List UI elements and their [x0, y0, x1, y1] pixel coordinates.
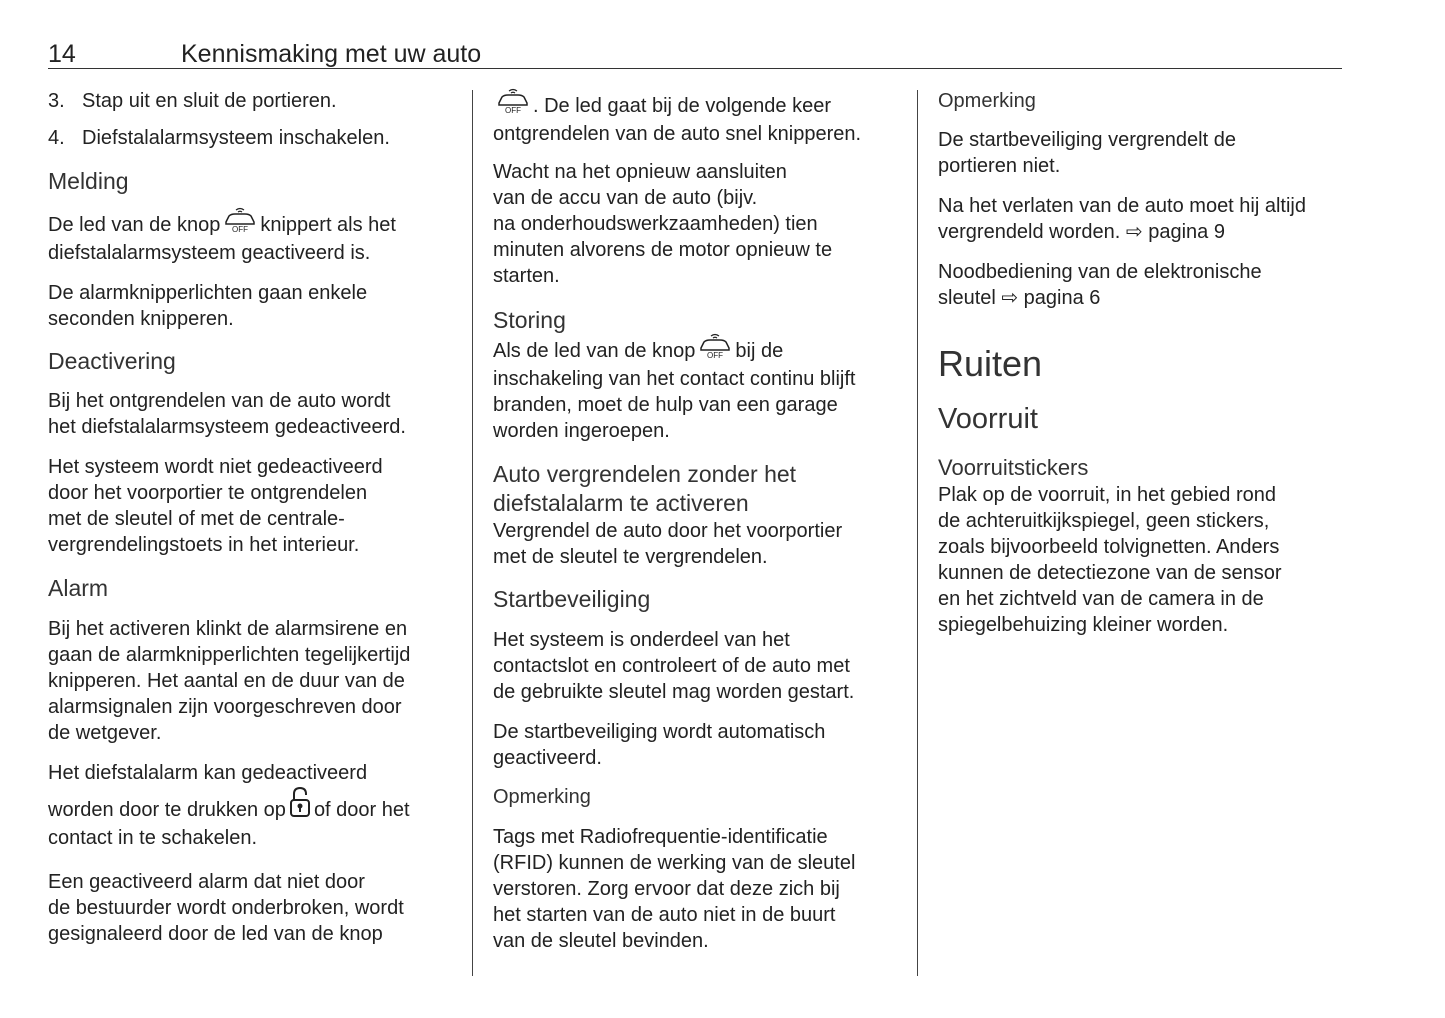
text-line: minuten alvorens de motor opnieuw te — [493, 239, 833, 261]
text-line: gaan de alarmknipperlichten tegelijkertijd — [48, 644, 411, 666]
text-line: ontgrendelen van de auto snel knipperen. — [493, 123, 862, 145]
heading — [493, 460, 913, 518]
text-line: Opmerking — [493, 786, 591, 808]
svg-text:OFF: OFF — [707, 351, 724, 359]
page-number: 14 — [48, 40, 76, 68]
text-line: Startbeveiliging — [493, 586, 651, 612]
text-line: alarmsignalen zijn voorgeschreven door — [48, 696, 402, 718]
text-line: Na het verlaten van de auto moet hij altijd — [938, 195, 1306, 217]
paragraph — [938, 193, 1358, 245]
paragraph — [938, 482, 1358, 638]
paragraph — [493, 159, 913, 289]
svg-text:OFF: OFF — [232, 225, 249, 233]
text-line: Vergrendel de auto door het voorportier — [493, 520, 843, 542]
header-rule — [48, 68, 1342, 69]
text-line — [48, 786, 468, 825]
text-line: De startbeveiliging vergrendelt de — [938, 129, 1236, 151]
text-line: inschakeling van het contact continu blijft — [493, 368, 856, 390]
heading — [938, 402, 1358, 436]
car-off-icon — [698, 333, 732, 366]
paragraph — [493, 333, 913, 444]
text-line: Een geactiveerd alarm dat niet door — [48, 871, 365, 893]
text-line: Wacht na het opnieuw aansluiten — [493, 161, 787, 183]
unlock-icon — [289, 786, 311, 825]
text-line: Bij het ontgrendelen van de auto wordt — [48, 390, 391, 412]
text-line: Voorruitstickers — [938, 455, 1089, 480]
heading — [938, 88, 1358, 114]
text-line: Plak op de voorruit, in het gebied rond — [938, 484, 1276, 506]
list-number: 3. — [48, 90, 65, 112]
text-segment: of door het — [313, 799, 410, 821]
text-line: Diefstalalarmsysteem inschakelen. — [82, 127, 390, 149]
text-line: worden ingeroepen. — [493, 420, 670, 442]
list-item — [48, 88, 468, 114]
text-line — [493, 333, 913, 366]
text-line: gesignaleerd door de led van de knop — [48, 923, 383, 945]
text-line: portieren niet. — [938, 155, 1061, 177]
paragraph — [493, 518, 913, 570]
text-line: contact in te schakelen. — [48, 827, 258, 849]
text-line: van de sleutel bevinden. — [493, 930, 709, 952]
paragraph — [493, 824, 913, 954]
text-line: Het systeem wordt niet gedeactiveerd — [48, 456, 383, 478]
text-segment: Als de led van de knop — [493, 340, 696, 362]
text-line: Opmerking — [938, 90, 1036, 112]
text-line: het starten van de auto niet in de buurt — [493, 904, 836, 926]
text-line: met de sleutel te vergrendelen. — [493, 546, 768, 568]
text-line — [493, 88, 913, 121]
text-line: de gebruikte sleutel mag worden gestart. — [493, 681, 855, 703]
text-line: De startbeveiliging wordt automatisch — [493, 721, 826, 743]
text-line: Ruiten — [938, 343, 1043, 384]
text-line: Melding — [48, 168, 129, 194]
text-line: door het voorportier te ontgrendelen — [48, 482, 368, 504]
list-item — [48, 125, 468, 151]
text-line: Stap uit en sluit de portieren. — [82, 90, 337, 112]
paragraph — [48, 760, 468, 851]
paragraph — [48, 869, 468, 947]
heading — [493, 306, 913, 335]
paragraph — [48, 207, 468, 266]
text-line: spiegelbehuizing kleiner worden. — [938, 614, 1229, 636]
text-line: Deactivering — [48, 348, 176, 374]
text-line — [48, 207, 468, 240]
svg-text:OFF: OFF — [505, 106, 521, 114]
text-line: diefstalalarmsysteem geactiveerd is. — [48, 242, 371, 264]
text-line: geactiveerd. — [493, 747, 602, 769]
text-line: na onderhoudswerkzaamheden) tien — [493, 213, 818, 235]
text-line: Het diefstalalarm kan gedeactiveerd — [48, 762, 368, 784]
page-header-title: Kennismaking met uw auto — [181, 40, 482, 68]
paragraph — [493, 627, 913, 705]
text-line: De alarmknipperlichten gaan enkele — [48, 282, 368, 304]
heading — [938, 344, 1358, 384]
text-line: knipperen. Het aantal en de duur van de — [48, 670, 405, 692]
heading — [938, 455, 1358, 481]
text-segment: worden door te drukken op — [48, 799, 286, 821]
text-line: de achteruitkijkspiegel, geen stickers, — [938, 510, 1270, 532]
text-line: seconden knipperen. — [48, 308, 234, 330]
text-segment: knippert als het — [260, 214, 396, 236]
car-off-icon — [496, 88, 530, 121]
paragraph — [938, 127, 1358, 179]
text-line: vergrendeld worden. ⇨ pagina 9 — [938, 221, 1225, 243]
list-number: 4. — [48, 127, 65, 149]
text-line: en het zichtveld van de camera in de — [938, 588, 1264, 610]
text-line: kunnen de detectiezone van de sensor — [938, 562, 1282, 584]
text-line: (RFID) kunnen de werking van de sleutel — [493, 852, 856, 874]
heading — [48, 574, 468, 603]
paragraph — [493, 88, 913, 147]
heading — [48, 347, 468, 376]
text-line: diefstalalarm te activeren — [493, 490, 749, 516]
text-line: starten. — [493, 265, 560, 287]
text-line: contactslot en controleert of de auto met — [493, 655, 850, 677]
text-line: zoals bijvoorbeeld tolvignetten. Anders — [938, 536, 1280, 558]
text-line: Voorruit — [938, 403, 1038, 435]
text-line: de bestuurder wordt onderbroken, wordt — [48, 897, 404, 919]
column-divider — [472, 90, 473, 976]
text-line: sleutel ⇨ pagina 6 — [938, 287, 1101, 309]
text-line: met de sleutel of met de centrale- — [48, 508, 345, 530]
text-line: branden, moet de hulp van een garage — [493, 394, 838, 416]
text-line: Alarm — [48, 575, 109, 601]
paragraph — [48, 616, 468, 746]
text-line: verstoren. Zorg ervoor dat deze zich bij — [493, 878, 840, 900]
heading — [493, 585, 913, 614]
text-line: Storing — [493, 307, 566, 333]
heading — [493, 784, 913, 810]
paragraph — [48, 454, 468, 558]
text-line: de wetgever. — [48, 722, 162, 744]
text-line: Auto vergrendelen zonder het — [493, 461, 797, 487]
heading — [48, 167, 468, 196]
text-segment: De led van de knop — [48, 214, 221, 236]
paragraph — [48, 280, 468, 332]
text-line: vergrendelingstoets in het interieur. — [48, 534, 360, 556]
text-segment: bij de — [735, 340, 784, 362]
text-line: Bij het activeren klinkt de alarmsirene en — [48, 618, 408, 640]
text-line: Het systeem is onderdeel van het — [493, 629, 790, 651]
paragraph — [48, 388, 468, 440]
text-line: het diefstalalarmsysteem gedeactiveerd. — [48, 416, 406, 438]
paragraph — [493, 719, 913, 771]
column-divider — [917, 90, 918, 976]
paragraph — [938, 259, 1358, 311]
text-line: Tags met Radiofrequentie-identificatie — [493, 826, 828, 848]
car-off-icon — [223, 207, 257, 240]
text-line: van de accu van de auto (bijv. — [493, 187, 758, 209]
text-segment: . De led gaat bij de volgende keer — [533, 95, 831, 117]
text-line: Noodbediening van de elektronische — [938, 261, 1262, 283]
